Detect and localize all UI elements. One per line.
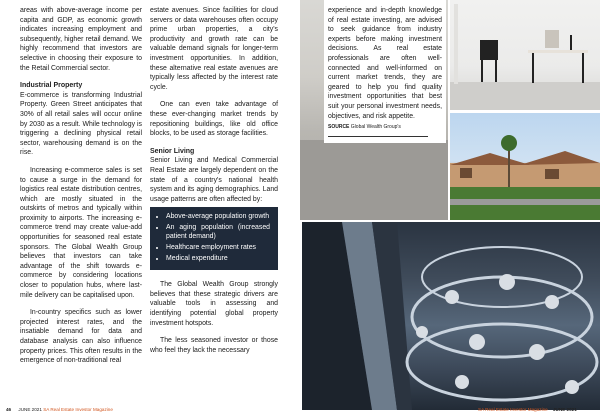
houses-illustration — [450, 113, 600, 220]
left-column-2 — [150, 6, 278, 363]
footer-magazine: SA Real Estate Investor Magazine — [478, 407, 548, 412]
paragraph: The Global Wealth Group strongly believes that these strategic drivers are valuable tools in assessing and identifying potential global property investment hotspots. — [150, 281, 278, 327]
paragraph: E-commerce is transforming Industrial Property. Green Street anticipates that 30% of all retail sales will occur online by 2030 as a result. While technology is triggering a declining physical retail sector, warehousing demand is on the rise. — [20, 91, 142, 157]
paragraph: Senior Living and Medical Commercial Real Estate are largely dependent on the state of a country's national health system and its aging demographics. Land usage patterns are often affected by: — [150, 157, 278, 203]
paragraph: The less seasoned investor or those who feel they lack the necessary — [150, 337, 278, 354]
bullet-item: • An aging population (increased patient demand) — [166, 223, 270, 241]
page-number: 46 — [6, 407, 12, 412]
mall-illustration — [302, 222, 600, 410]
source-line — [328, 123, 442, 133]
footer-left — [6, 407, 113, 412]
subheading-senior-living: Senior Living — [150, 147, 195, 155]
paragraph: One can even take advantage of these ever-changing market trends by repositioning buildings, like old office blocks, to be used as storage facilities. — [150, 101, 278, 138]
paragraph: areas with above-average income per capita and GDP, as economic growth indicates increasing employment and subsequently, higher retail demand. We highly recommend that investors are selective in choosing their exposure to the Retail Commercial sector. — [20, 7, 142, 72]
paragraph: experience and in-depth knowledge of real estate investing, are advised to seek guidance from industry experts before making investment decisions. As real estate professionals are often well-connected and well-informed on current market trends, they are geared to help you find quality investment opportunities that best suit your personal investment needs, objectives, and risk appetite. — [328, 7, 442, 120]
source-label: SOURCE — [328, 124, 350, 131]
divider — [328, 136, 428, 137]
paragraph: In-country specifics such as lower projected interest rates, and the insatiable demand for data and database analysis can also influence property prices. This often results in the emergence of non-traditional real — [20, 309, 142, 365]
footer-magazine: SA Real Estate Investor Magazine — [43, 407, 113, 412]
footer-issue: JUNE 2021 — [553, 407, 577, 412]
bullet-item: • Healthcare employment rates — [166, 243, 270, 252]
bullet-item: • Above-average population growth — [166, 212, 270, 221]
footer-right — [478, 407, 577, 412]
paragraph: estate avenues. Since facilities for cloud servers or data warehouses often occupy prime urban properties, a city's productivity and growth rate can be valuable demand signals for longer-term investment opportunities. In addition, these alternative real estate avenues are typically less affected by the interest rate cycle. — [150, 7, 278, 91]
right-page-text — [324, 0, 446, 143]
office-illustration — [450, 0, 600, 110]
bullet-box — [150, 207, 278, 270]
office-desk-photo — [450, 0, 600, 110]
paragraph: Increasing e-commerce sales is set to cause a surge in the demand for logistics real estate distribution centres, which are mostly situated in the outskirts of metros and typically within proximity to airports. The increasing e-commerce trend may create value-add opportunities for seasoned real estate sponsors. The Global Wealth Group believes that investors can take advantage of the shift towards e-commerce by considering locations closer to population hubs, where last-mile delivery can be capitalised upon. — [20, 166, 142, 299]
source-name: Global Wealth Group's — [350, 124, 401, 131]
left-column-1 — [20, 6, 142, 374]
bullet-item: • Medical expenditure — [166, 254, 270, 263]
footer-issue: JUNE 2021 — [18, 407, 42, 412]
subheading-industrial-property: Industrial Property — [20, 82, 83, 90]
suburban-houses-photo — [450, 113, 600, 220]
shopping-mall-photo — [302, 222, 600, 410]
